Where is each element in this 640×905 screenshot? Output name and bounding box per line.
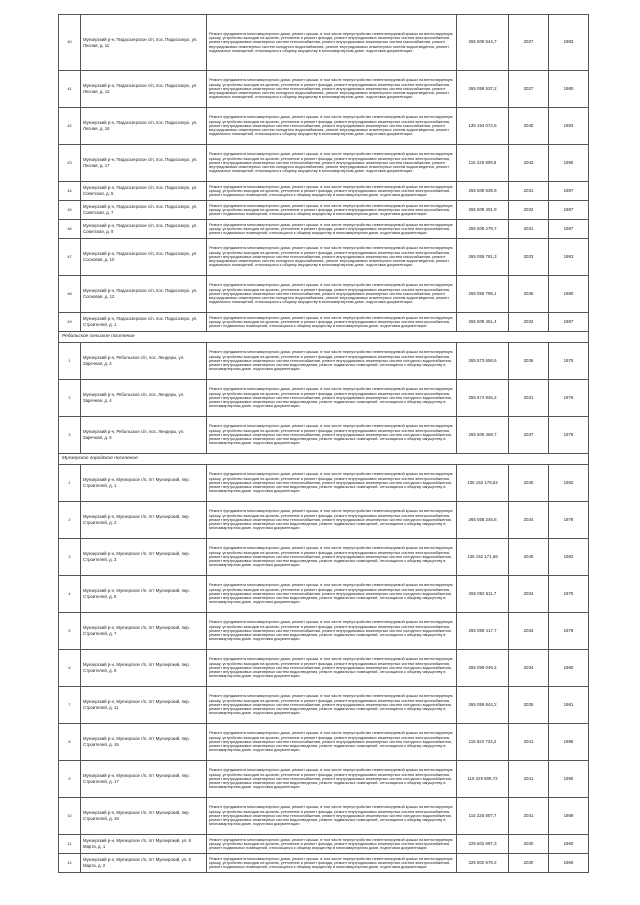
cost-cell: 265 509 401,9 [457,201,509,220]
address-cell: Муезерский р-н, Ребольское с/п, пос. Лендеры, ул. Заречная, д. 2 [81,343,207,380]
table-row [59,313,589,332]
build-year-cell: 1987 [549,313,589,332]
works-list-cell: Ремонт фундамента многоквартирного дома, ремонт крыши, в том числе переустройство невентилируемой крыши на вентилируемую крышу, устройство выходов на кровлю, утепление и ремонт фасада, ремонт внутридомовых инженерных систем электроснабжения, ремонт внутридомовых инженерных систем теплоснабжения, ремонт внутридомовых инженерных систем холодного водоснабжения, ремонт внутридомовых инженерных систем водоотведения, ремонт подвальных помещений, относящихся к общему имуществу в многоквартирном доме, подготовка документации [207,380,457,417]
row-number-cell: 1 [59,465,81,502]
address-cell: Муезерский р-н, Пидасозерское с/п, пос. Пидасозеро, ул. Лесная, д. 11 [81,15,207,71]
works-list-cell: Ремонт фундамента многоквартирного дома, ремонт крыши, в том числе переустройство невентилируемой крыши на вентилируемую крышу, устройство выходов на кровлю, утепление и ремонт фасада, ремонт внутридомовых инженерных систем электроснабжения, ремонт подвальных помещений, относящихся к общему имуществу в многоквартирном доме, подготовка документации [207,313,457,332]
planned-year-cell: 2027 [509,15,549,71]
build-year-cell: 1960 [549,854,589,873]
cost-cell: 115 225 807,7 [457,798,509,835]
works-list-cell: Ремонт фундамента многоквартирного дома, ремонт крыши, в том числе переустройство невентилируемой крыши на вентилируемую крышу, устройство выходов на кровлю, утепление и ремонт фасада, ремонт внутридомовых инженерных систем электроснабжения, ремонт внутридомовых инженерных систем теплоснабжения, ремонт внутридомовых инженерных систем газоснабжения, ремонт внутридомовых инженерных систем холодного водоснабжения, ремонт внутридомовых инженерных систем водоотведения, ремонт подвальных помещений, относящихся к общему имуществу в многоквартирном доме, подготовка документации [207,108,457,145]
planned-year-cell: 2034 [509,650,549,687]
table-row [59,687,589,724]
planned-year-cell: 2034 [509,502,549,539]
planned-year-cell: 2037 [509,417,549,454]
row-number-cell: 3 [59,539,81,576]
cost-cell: 265 505 469,7 [457,417,509,454]
row-number-cell: 49 [59,313,81,332]
build-year-cell: 1987 [549,201,589,220]
build-year-cell: 1976 [549,417,589,454]
cost-cell: 265 055 799,1 [457,276,509,313]
planned-year-cell: 2027 [509,71,549,108]
address-cell: Муезерский р-н, Пидасозерское с/п, пос. Пидасозеро, ул. Сосновая, д. 12 [81,276,207,313]
row-number-cell: 12 [59,854,81,873]
planned-year-cell: 2034 [509,576,549,613]
build-year-cell: 1990 [549,145,589,182]
section-title: Муезерское городское поселение [59,454,589,465]
build-year-cell: 1980 [549,276,589,313]
cost-cell: 135 152 179,62 [457,465,509,502]
build-year-cell: 1975 [549,343,589,380]
planned-year-cell: 2042 [509,145,549,182]
address-cell: Муезерский р-н, Муезерское г/п, пгт Муезерский, пер. Строителей, д. 9 [81,650,207,687]
table-row [59,220,589,239]
address-cell: Муезерский р-н, Пидасозерское с/п, пос. Пидасозеро, ул. Строителей, д. 1 [81,313,207,332]
cost-cell: 265 059 537,2 [457,71,509,108]
table-row [59,276,589,313]
cost-cell: 115 225 809,8 [457,145,509,182]
row-number-cell: 5 [59,613,81,650]
works-list-cell: Ремонт фундамента многоквартирного дома, ремонт крыши, в том числе переустройство невентилируемой крыши на вентилируемую крышу, устройство выходов на кровлю, утепление и ремонт фасада, ремонт внутридомовых инженерных систем электроснабжения, ремонт внутридомовых инженерных систем теплоснабжения, ремонт внутридомовых инженерных систем газоснабжения, ремонт внутридомовых инженерных систем холодного водоснабжения, ремонт внутридомовых инженерных систем водоотведения, ремонт подвальных помещений, относящихся к общему имуществу в многоквартирном доме, подготовка документации [207,15,457,71]
build-year-cell: 1990 [549,761,589,798]
works-list-cell: Ремонт фундамента многоквартирного дома, ремонт крыши, в том числе переустройство невентилируемой крыши на вентилируемую крышу, устройство выходов на кровлю, утепление и ремонт фасада, ремонт внутридомовых инженерных систем электроснабжения, ремонт внутридомовых инженерных систем теплоснабжения, ремонт внутридомовых инженерных систем холодного водоснабжения, ремонт внутридомовых инженерных систем водоотведения, ремонт подвальных помещений, относящихся к общему имуществу в многоквартирном доме, подготовка документации [207,724,457,761]
address-cell: Муезерский р-н, Муезерское г/п, пгт Муезерский, пер. Строителей, д. 1 [81,465,207,502]
table-row [59,798,589,835]
cost-cell: 265 059 844,2 [457,687,509,724]
build-year-cell: 1975 [549,576,589,613]
table-row [59,417,589,454]
planned-year-cell: 2035 [509,687,549,724]
cost-cell: 265 058 248,6 [457,502,509,539]
cost-cell: 265 509 544,7 [457,15,509,71]
section-header-row [59,332,589,343]
address-cell: Муезерский р-н, Муезерское г/п, пгт Муезерский, пер. Строителей, д. 19 [81,798,207,835]
works-list-cell: Ремонт фундамента многоквартирного дома, ремонт крыши, в том числе переустройство невентилируемой крыши на вентилируемую крышу, устройство выходов на кровлю, утепление и ремонт фасада, ремонт внутридомовых инженерных систем электроснабжения, ремонт внутридомовых инженерных систем теплоснабжения, ремонт внутридомовых инженерных систем холодного водоснабжения, ремонт внутридомовых инженерных систем водоотведения, ремонт подвальных помещений, относящихся к общему имуществу в многоквартирном доме, подготовка документации [207,465,457,502]
row-number-cell: 1 [59,343,81,380]
cost-cell: 265 055 781,3 [457,239,509,276]
table-row [59,201,589,220]
works-list-cell: Ремонт фундамента многоквартирного дома, ремонт крыши, в том числе переустройство невентилируемой крыши на вентилируемую крышу, устройство выходов на кровлю, утепление и ремонт фасада, ремонт внутридомовых инженерных систем электроснабжения, ремонт подвальных помещений, относящихся к общему имуществу в многоквартирном доме, подготовка документации [207,182,457,201]
address-cell: Муезерский р-н, Пидасозерское с/п, пос. Пидасозеро, ул. Лесная, д. 17 [81,145,207,182]
address-cell: Муезерский р-н, Пидасозерское с/п, пос. Пидасозеро, ул. Советская, д. 5 [81,182,207,201]
works-list-cell: Ремонт фундамента многоквартирного дома, ремонт крыши, в том числе переустройство невентилируемой крыши на вентилируемую крышу, устройство выходов на кровлю, утепление и ремонт фасада, ремонт внутридомовых инженерных систем электроснабжения, ремонт внутридомовых инженерных систем теплоснабжения, ремонт внутридомовых инженерных систем газоснабжения, ремонт внутридомовых инженерных систем холодного водоснабжения, ремонт внутридомовых инженерных систем водоотведения, ремонт подвальных помещений, относящихся к общему имуществу в многоквартирном доме, подготовка документации [207,276,457,313]
works-list-cell: Ремонт фундамента многоквартирного дома, ремонт крыши, в том числе переустройство невентилируемой крыши на вентилируемую крышу, устройство выходов на кровлю, утепление и ремонт фасада, ремонт внутридомовых инженерных систем электроснабжения, ремонт внутридомовых инженерных систем теплоснабжения, ремонт внутридомовых инженерных систем холодного водоснабжения, ремонт внутридомовых инженерных систем водоотведения, ремонт подвальных помещений, относящихся к общему имуществу в многоквартирном доме, подготовка документации [207,798,457,835]
address-cell: Муезерский р-н, Муезерское г/п, пгт Муезерский, пер. Строителей, д. 3 [81,539,207,576]
cost-cell: 225 602 697,3 [457,835,509,854]
cost-cell: 135 152 171,56 [457,539,509,576]
row-number-cell: 6 [59,650,81,687]
works-list-cell: Ремонт фундамента многоквартирного дома, ремонт крыши, в том числе переустройство невентилируемой крыши на вентилируемую крышу, устройство выходов на кровлю, утепление и ремонт фасада, ремонт внутридомовых инженерных систем электроснабжения, ремонт внутридомовых инженерных систем теплоснабжения, ремонт внутридомовых инженерных систем холодного водоснабжения, ремонт внутридомовых инженерных систем водоотведения, ремонт подвальных помещений, относящихся к общему имуществу в многоквартирном доме, подготовка документации [207,343,457,380]
build-year-cell: 1981 [549,687,589,724]
row-number-cell: 47 [59,239,81,276]
address-cell: Муезерский р-н, Муезерское г/п, пгт Муезерский, ул. 8 Марта, д. 1 [81,835,207,854]
build-year-cell: 1976 [549,380,589,417]
build-year-cell: 1980 [549,71,589,108]
planned-year-cell: 2030 [509,835,549,854]
build-year-cell: 1983 [549,15,589,71]
build-year-cell: 1980 [549,650,589,687]
table-row [59,576,589,613]
table-row [59,724,589,761]
build-year-cell: 1983 [549,239,589,276]
address-cell: Муезерский р-н, Ребольское с/п, пос. Лендеры, ул. Заречная, д. 6 [81,417,207,454]
planned-year-cell: 2041 [509,724,549,761]
planned-year-cell: 2033 [509,239,549,276]
table-row [59,835,589,854]
build-year-cell: 1982 [549,465,589,502]
planned-year-cell: 2031 [509,182,549,201]
build-year-cell: 1987 [549,182,589,201]
address-cell: Муезерский р-н, Ребольское с/п, пос. Лендеры, ул. Заречная, д. 4 [81,380,207,417]
cost-cell: 265 509 451,4 [457,313,509,332]
planned-year-cell: 2032 [509,201,549,220]
build-year-cell: 1978 [549,613,589,650]
works-list-cell: Ремонт фундамента многоквартирного дома, ремонт крыши, в том числе переустройство невентилируемой крыши на вентилируемую крышу, устройство выходов на кровлю, утепление и ремонт фасада, ремонт внутридомовых инженерных систем электроснабжения, ремонт подвальных помещений, относящихся к общему имуществу в многоквартирном доме, подготовка документации [207,220,457,239]
works-list-cell: Ремонт фундамента многоквартирного дома, ремонт крыши, в том числе переустройство невентилируемой крыши на вентилируемую крышу, устройство выходов на кровлю, утепление и ремонт фасада, ремонт внутридомовых инженерных систем электроснабжения, ремонт подвальных помещений, относящихся к общему имуществу в многоквартирном доме, подготовка документации [207,201,457,220]
build-year-cell: 1989 [549,798,589,835]
table-row [59,539,589,576]
row-number-cell: 7 [59,687,81,724]
planned-year-cell: 2036 [509,276,549,313]
table-row [59,15,589,71]
address-cell: Муезерский р-н, Муезерское г/п, пгт Муезерский, пер. Строителей, д. 11 [81,687,207,724]
address-cell: Муезерский р-н, Пидасозерское с/п, пос. Пидасозеро, ул. Советская, д. 9 [81,220,207,239]
table-row [59,502,589,539]
works-list-cell: Ремонт фундамента многоквартирного дома, ремонт крыши, в том числе переустройство невентилируемой крыши на вентилируемую крышу, устройство выходов на кровлю, утепление и ремонт фасада, ремонт внутридомовых инженерных систем электроснабжения, ремонт внутридомовых инженерных систем теплоснабжения, ремонт внутридомовых инженерных систем холодного водоснабжения, ремонт внутридомовых инженерных систем водоотведения, ремонт подвальных помещений, относящихся к общему имуществу в многоквартирном доме, подготовка документации [207,761,457,798]
planned-year-cell: 2031 [509,380,549,417]
cost-cell: 265 059 417,7 [457,613,509,650]
cost-cell: 265 509 279,7 [457,220,509,239]
address-cell: Муезерский р-н, Пидасозерское с/п, пос. Пидасозеро, ул. Советская, д. 7 [81,201,207,220]
table-row [59,239,589,276]
address-cell: Муезерский р-н, Муезерское г/п, пгт Муезерский, пер. Строителей, д. 7 [81,613,207,650]
table-body [59,15,589,873]
build-year-cell: 1960 [549,835,589,854]
works-list-cell: Ремонт фундамента многоквартирного дома, ремонт крыши, в том числе переустройство невентилируемой крыши на вентилируемую крышу, устройство выходов на кровлю, утепление и ремонт фасада, ремонт внутридомовых инженерных систем электроснабжения, ремонт внутридомовых инженерных систем теплоснабжения, ремонт внутридомовых инженерных систем холодного водоснабжения, ремонт внутридомовых инженерных систем водоотведения, ремонт подвальных помещений, относящихся к общему имуществу в многоквартирном доме, подготовка документации [207,417,457,454]
row-number-cell: 40 [59,15,81,71]
cost-cell: 265 053 511,7 [457,576,509,613]
works-list-cell: Ремонт фундамента многоквартирного дома, ремонт крыши, в том числе переустройство невентилируемой крыши на вентилируемую крышу, устройство выходов на кровлю, утепление и ремонт фасада, ремонт внутридомовых инженерных систем электроснабжения, ремонт подвальных помещений, относящихся к общему имуществу в многоквартирном доме, подготовка документации [207,835,457,854]
works-list-cell: Ремонт фундамента многоквартирного дома, ремонт крыши, в том числе переустройство невентилируемой крыши на вентилируемую крышу, устройство выходов на кровлю, утепление и ремонт фасада, ремонт внутридомовых инженерных систем электроснабжения, ремонт внутридомовых инженерных систем теплоснабжения, ремонт внутридомовых инженерных систем холодного водоснабжения, ремонт внутридомовых инженерных систем водоотведения, ремонт подвальных помещений, относящихся к общему имуществу в многоквартирном доме, подготовка документации [207,539,457,576]
row-number-cell: 2 [59,502,81,539]
works-list-cell: Ремонт фундамента многоквартирного дома, ремонт крыши, в том числе переустройство невентилируемой крыши на вентилируемую крышу, устройство выходов на кровлю, утепление и ремонт фасада, ремонт внутридомовых инженерных систем электроснабжения, ремонт внутридомовых инженерных систем теплоснабжения, ремонт внутридомовых инженерных систем холодного водоснабжения, ремонт внутридомовых инженерных систем водоотведения, ремонт подвальных помещений, относящихся к общему имуществу в многоквартирном доме, подготовка документации [207,576,457,613]
table-row [59,343,589,380]
cost-cell: 265 573 658,6 [457,343,509,380]
cost-cell: 265 059 049,2 [457,650,509,687]
cost-cell: 255 674 945,2 [457,380,509,417]
works-list-cell: Ремонт фундамента многоквартирного дома, ремонт крыши, в том числе переустройство невентилируемой крыши на вентилируемую крышу, устройство выходов на кровлю, утепление и ремонт фасада, ремонт внутридомовых инженерных систем электроснабжения, ремонт внутридомовых инженерных систем теплоснабжения, ремонт внутридомовых инженерных систем холодного водоснабжения, ремонт внутридомовых инженерных систем водоотведения, ремонт подвальных помещений, относящихся к общему имуществу в многоквартирном доме, подготовка документации [207,502,457,539]
build-year-cell: 1993 [549,108,589,145]
works-list-cell: Ремонт фундамента многоквартирного дома, ремонт крыши, в том числе переустройство невентилируемой крыши на вентилируемую крышу, устройство выходов на кровлю, утепление и ремонт фасада, ремонт внутридомовых инженерных систем электроснабжения, ремонт подвальных помещений, относящихся к общему имуществу в многоквартирном доме, подготовка документации [207,854,457,873]
table-row [59,613,589,650]
row-number-cell: 45 [59,201,81,220]
build-year-cell: 1978 [549,502,589,539]
cost-cell: 265 509 639,9 [457,182,509,201]
address-cell: Муезерский р-н, Муезерское г/п, пгт Муезерский, пер. Строителей, д. 15 [81,724,207,761]
address-cell: Муезерский р-н, Муезерское г/п, пгт Муезерский, пер. Строителей, д. 5 [81,576,207,613]
planned-year-cell: 2041 [509,798,549,835]
row-number-cell: 48 [59,276,81,313]
address-cell: Муезерский р-н, Пидасозерское с/п, пос. Пидасозеро, ул. Лесная, д. 16 [81,108,207,145]
table-row [59,465,589,502]
row-number-cell: 10 [59,798,81,835]
table-row [59,71,589,108]
row-number-cell: 41 [59,71,81,108]
address-cell: Муезерский р-н, Пидасозерское с/п, пос. Пидасозеро, ул. Сосновая, д. 10 [81,239,207,276]
row-number-cell: 46 [59,220,81,239]
address-cell: Муезерский р-н, Муезерское г/п, пгт Муезерский, пер. Строителей, д. 2 [81,502,207,539]
cost-cell: 115 229 809,72 [457,761,509,798]
build-year-cell: 1986 [549,724,589,761]
row-number-cell: 43 [59,145,81,182]
section-header-row [59,454,589,465]
works-list-cell: Ремонт фундамента многоквартирного дома, ремонт крыши, в том числе переустройство невентилируемой крыши на вентилируемую крышу, устройство выходов на кровлю, утепление и ремонт фасада, ремонт внутридомовых инженерных систем электроснабжения, ремонт внутридомовых инженерных систем теплоснабжения, ремонт внутридомовых инженерных систем газоснабжения, ремонт внутридомовых инженерных систем холодного водоснабжения, ремонт внутридомовых инженерных систем водоотведения, ремонт подвальных помещений, относящихся к общему имуществу в многоквартирном доме, подготовка документации [207,71,457,108]
planned-year-cell: 2040 [509,465,549,502]
address-cell: Муезерский р-н, Муезерское г/п, пгт Муезерский, ул. 8 Марта, д. 2 [81,854,207,873]
section-title: Ребольское сельское поселение [59,332,589,343]
planned-year-cell: 2034 [509,613,549,650]
table-row [59,650,589,687]
planned-year-cell: 2030 [509,854,549,873]
row-number-cell: 9 [59,761,81,798]
works-list-cell: Ремонт фундамента многоквартирного дома, ремонт крыши, в том числе переустройство невентилируемой крыши на вентилируемую крышу, устройство выходов на кровлю, утепление и ремонт фасада, ремонт внутридомовых инженерных систем электроснабжения, ремонт внутридомовых инженерных систем теплоснабжения, ремонт внутридомовых инженерных систем холодного водоснабжения, ремонт внутридомовых инженерных систем водоотведения, ремонт подвальных помещений, относящихся к общему имуществу в многоквартирном доме, подготовка документации [207,613,457,650]
table-row [59,182,589,201]
table-row [59,761,589,798]
table-row [59,145,589,182]
row-number-cell: 42 [59,108,81,145]
table-row [59,380,589,417]
works-list-cell: Ремонт фундамента многоквартирного дома, ремонт крыши, в том числе переустройство невентилируемой крыши на вентилируемую крышу, устройство выходов на кровлю, утепление и ремонт фасада, ремонт внутридомовых инженерных систем электроснабжения, ремонт внутридомовых инженерных систем теплоснабжения, ремонт внутридомовых инженерных систем газоснабжения, ремонт внутридомовых инженерных систем холодного водоснабжения, ремонт внутридомовых инженерных систем водоотведения, ремонт подвальных помещений, относящихся к общему имуществу в многоквартирном доме, подготовка документации [207,145,457,182]
planned-year-cell: 2040 [509,108,549,145]
works-list-cell: Ремонт фундамента многоквартирного дома, ремонт крыши, в том числе переустройство невентилируемой крыши на вентилируемую крышу, устройство выходов на кровлю, утепление и ремонт фасада, ремонт внутридомовых инженерных систем электроснабжения, ремонт внутридомовых инженерных систем теплоснабжения, ремонт внутридомовых инженерных систем газоснабжения, ремонт внутридомовых инженерных систем холодного водоснабжения, ремонт внутридомовых инженерных систем водоотведения, ремонт подвальных помещений, относящихся к общему имуществу в многоквартирном доме, подготовка документации [207,239,457,276]
planned-year-cell: 2031 [509,220,549,239]
build-year-cell: 1987 [549,220,589,239]
planned-year-cell: 2041 [509,761,549,798]
build-year-cell: 1982 [549,539,589,576]
planned-year-cell: 2032 [509,313,549,332]
cost-cell: 135 154 072,6 [457,108,509,145]
works-list-cell: Ремонт фундамента многоквартирного дома, ремонт крыши, в том числе переустройство невентилируемой крыши на вентилируемую крышу, устройство выходов на кровлю, утепление и ремонт фасада, ремонт внутридомовых инженерных систем электроснабжения, ремонт внутридомовых инженерных систем теплоснабжения, ремонт внутридомовых инженерных систем холодного водоснабжения, ремонт внутридомовых инженерных систем водоотведения, ремонт подвальных помещений, относящихся к общему имуществу в многоквартирном доме, подготовка документации [207,650,457,687]
table-row [59,854,589,873]
row-number-cell: 3 [59,417,81,454]
row-number-cell: 4 [59,576,81,613]
row-number-cell: 11 [59,835,81,854]
capital-repair-table [58,14,589,873]
row-number-cell: 8 [59,724,81,761]
cost-cell: 115 522 724,2 [457,724,509,761]
works-list-cell: Ремонт фундамента многоквартирного дома, ремонт крыши, в том числе переустройство невентилируемой крыши на вентилируемую крышу, устройство выходов на кровлю, утепление и ремонт фасада, ремонт внутридомовых инженерных систем электроснабжения, ремонт внутридомовых инженерных систем теплоснабжения, ремонт внутридомовых инженерных систем холодного водоснабжения, ремонт внутридомовых инженерных систем водоотведения, ремонт подвальных помещений, относящихся к общему имуществу в многоквартирном доме, подготовка документации [207,687,457,724]
address-cell: Муезерский р-н, Пидасозерское с/п, пос. Пидасозеро, ул. Лесная, д. 12 [81,71,207,108]
row-number-cell: 44 [59,182,81,201]
address-cell: Муезерский р-н, Муезерское г/п, пгт Муезерский, пер. Строителей, д. 17 [81,761,207,798]
cost-cell: 225 602 679,2 [457,854,509,873]
planned-year-cell: 2036 [509,343,549,380]
row-number-cell: 2 [59,380,81,417]
planned-year-cell: 2040 [509,539,549,576]
table-row [59,108,589,145]
